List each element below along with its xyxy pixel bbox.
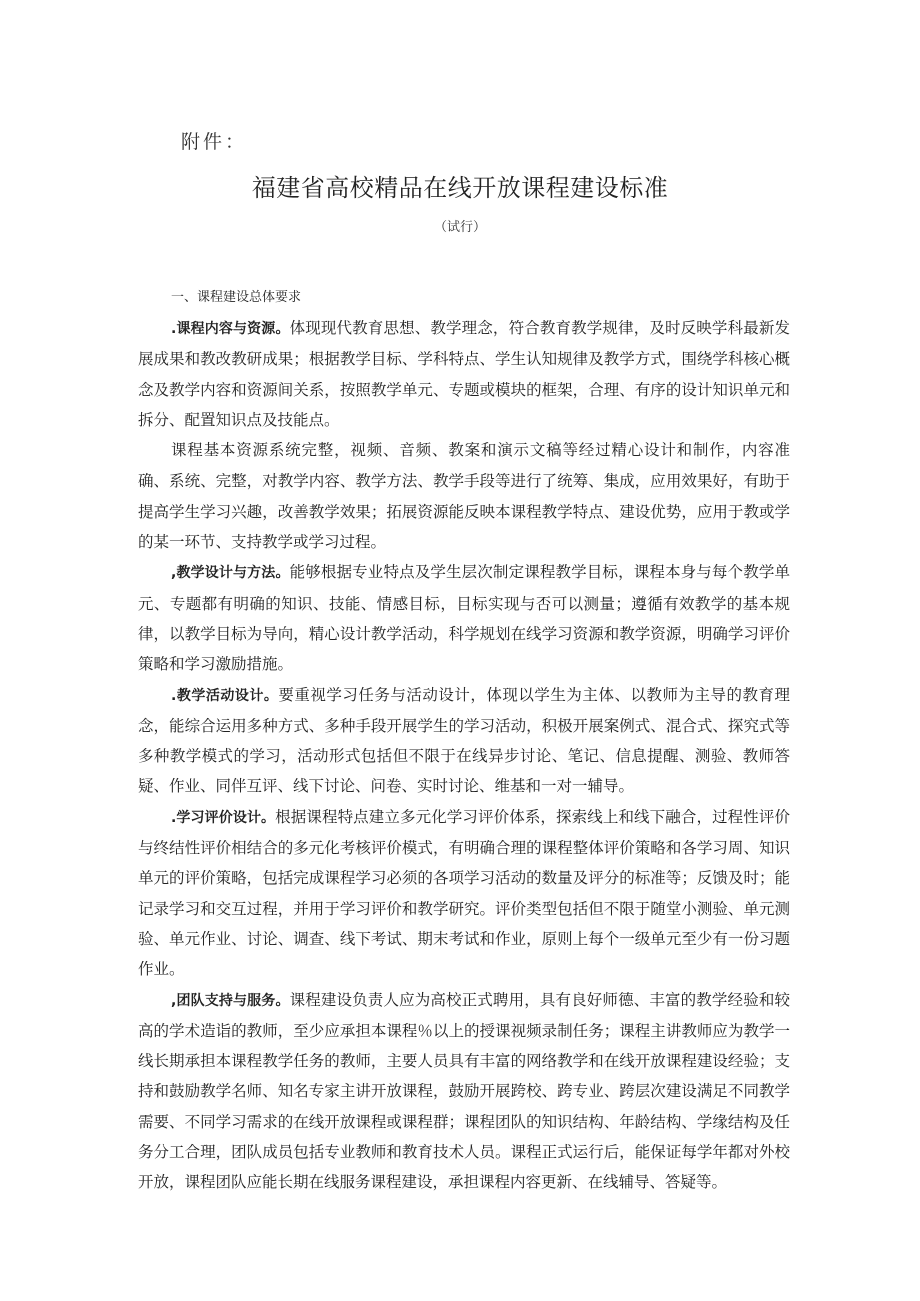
paragraph-teaching-design: [138, 557, 790, 679]
paragraph-text: 能够根据专业特点及学生层次制定课程教学目标，课程本身与每个教学单元、专题都有明确的知识、技能、情感目标，目标实现与否可以测量；遵循有效教学的基本规律，以教学目标为导向，精心设计教学活动，科学规划在线学习资源和教学资源，明确学习评价策略和学习激励措施。: [138, 563, 790, 674]
paragraph-basic-resources: [138, 435, 790, 557]
document-title: 福建省高校精品在线开放课程建设标准: [251, 174, 669, 202]
paragraph-lead: .课程内容与资源。: [171, 321, 290, 337]
paragraph-team-support: [138, 985, 790, 1198]
document-subtitle: （试行）: [433, 220, 486, 235]
document-body: [138, 313, 790, 1198]
paragraph-teaching-activities: [138, 680, 790, 802]
paragraph-lead: ,教学设计与方法。: [171, 565, 290, 582]
paragraph-text: 体现现代教育思想、教学理念，符合教育教学规律，及时反映学科最新发展成果和教改教研成果；根据教学目标、学科特点、学生认知规律及教学方式，围绕学科核心概念及教学内容和资源间关系，按照教学单元、专题或模块的框架，合理、有序的设计知识单元和拆分、配置知识点及技能点。: [138, 319, 790, 429]
paragraph-lead: ,团队支持与服务。: [171, 992, 290, 1009]
paragraph-text: 课程建设负责人应为高校正式聘用，具有良好师德、丰富的教学经验和较高的学术造诣的教师，至少应承担本课程％以上的授课视频录制任务；课程主讲教师应为教学一线长期承担本课程教学任务的教师，主要人员具有丰富的网络教学和在线开放课程建设经验；支持和鼓励教学名师、知名专家主讲开放课程，鼓励开展跨校、跨专业、跨层次建设满足不同教学需要、不同学习需求的在线开放课程或课程群；课程团队的知识结构、年龄结构、学缘结构及任务分工合理，团队成员包括专业教师和教育技术人员。课程正式运行后，能保证每学年都对外校开放，课程团队应能长期在线服务课程建设，承担课程内容更新、在线辅导、答疑等。: [138, 990, 790, 1192]
paragraph-lead: .教学活动设计。: [171, 687, 279, 704]
paragraph-text: 根据课程特点建立多元化学习评价体系，探索线上和线下融合，过程性评价与终结性评价相结合的多元化考核评价模式，有明确合理的课程整体评价策略和各学习周、知识单元的评价策略，包括完成课程学习必须的各项学习活动的数量及评分的标准等；反馈及时；能记录学习和交互过程，并用于学习评价和教学研究。评价类型包括但不限于随堂小测验、单元测验、单元作业、讨论、调查、线下考试、期末考试和作业，原则上每个一级单元至少有一份习题作业。: [138, 807, 790, 979]
paragraph-learning-evaluation: [138, 802, 790, 985]
paragraph-course-content: [138, 313, 790, 435]
paragraph-lead: .学习评价设计。: [171, 809, 276, 826]
paragraph-text: 课程基本资源系统完整，视频、音频、教案和演示文稿等经过精心设计和制作，内容准确、系统、完整，对教学内容、教学方法、教学手段等进行了统筹、集成，应用效果好，有助于提高学生学习兴趣，改善教学效果；拓展资源能反映本课程教学特点、建设优势，应用于教或学的某一环节、支持教学或学习过程。: [138, 441, 790, 552]
attachment-label: 附件：: [181, 131, 248, 153]
paragraph-text: 要重视学习任务与活动设计，体现以学生为主体、以教师为主导的教育理念，能综合运用多种方式、多种手段开展学生的学习活动，积极开展案例式、混合式、探究式等多种教学模式的学习，活动形式包括但不限于在线异步讨论、笔记、信息提醒、测验、教师答疑、作业、同伴互评、线下讨论、问卷、实时讨论、维基和一对一辅导。: [138, 685, 790, 796]
section-heading: 一、课程建设总体要求: [171, 290, 302, 305]
